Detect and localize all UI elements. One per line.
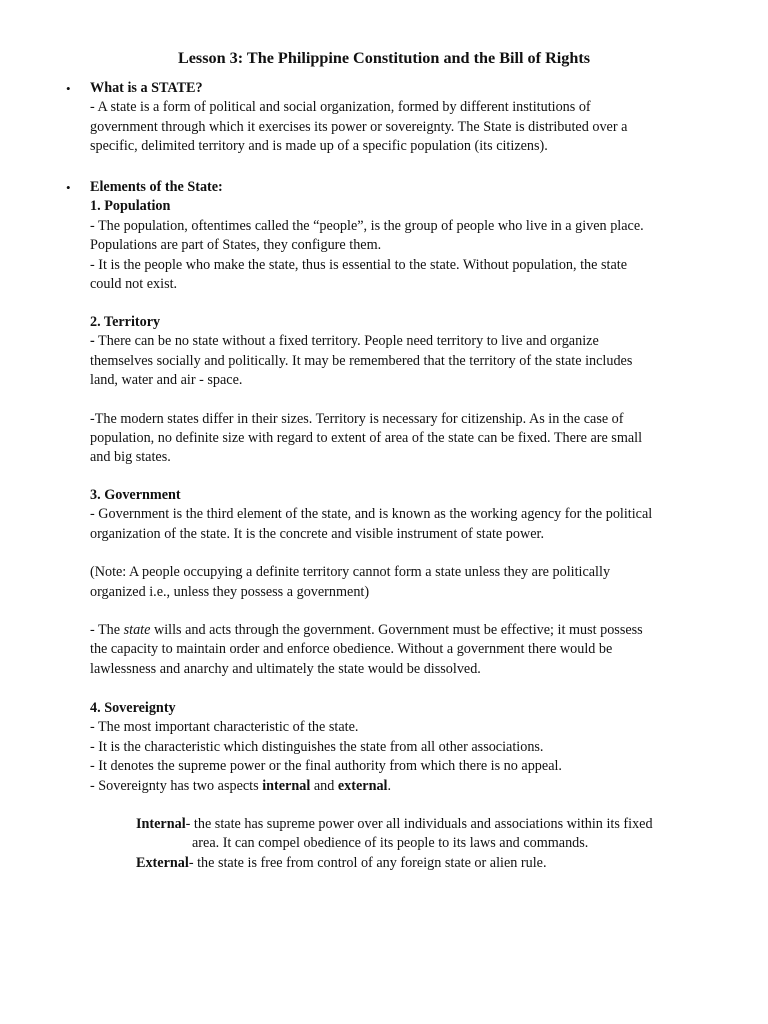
body-line: lawlessness and anarchy and ultimately the state would be dissolved. bbox=[90, 660, 481, 677]
term-external: external bbox=[337, 777, 388, 794]
body-line: population, no definite size with regard to extent of area of the state can be fixed. There are small bbox=[90, 430, 643, 447]
page-title: Lesson 3: The Philippine Constitution and the Bill of Rights bbox=[177, 49, 591, 67]
section-elements bbox=[66, 178, 730, 294]
body-line: - It denotes the supreme power or the final authority from which there is no appeal. bbox=[90, 758, 562, 775]
aspect-internal bbox=[136, 815, 736, 873]
section-what-is-state bbox=[66, 79, 730, 157]
body-line: - The population, oftentimes called the “people”, is the group of people who live in a given place. bbox=[90, 217, 644, 234]
body-line: -The modern states differ in their sizes. Territory is necessary for citizenship. As in the case of bbox=[90, 410, 624, 427]
aspect-text: - the state is free from control of any foreign state or alien rule. bbox=[188, 854, 547, 871]
emphasis-state: state bbox=[123, 622, 151, 639]
aspect-text: - the state has supreme power over all individuals and associations within its fixed bbox=[185, 816, 653, 832]
body-line: the capacity to maintain order and enforce obedience. Without a government there would be bbox=[90, 641, 613, 658]
body-line: - It is the characteristic which distinguishes the state from all other associations. bbox=[90, 738, 544, 755]
subheading-government: 3. Government bbox=[90, 487, 181, 503]
aspect-continuation: area. It can compel obedience of its people to its laws and commands. bbox=[192, 835, 589, 852]
note-line: (Note: A people occupying a definite territory cannot form a state unless they are politically bbox=[90, 564, 611, 581]
subheading-sovereignty: 4. Sovereignty bbox=[90, 700, 176, 716]
subheading-territory: 2. Territory bbox=[90, 314, 161, 330]
body-line: could not exist. bbox=[90, 276, 178, 293]
body-text: - Sovereignty has two aspects bbox=[90, 777, 263, 794]
body-line: - It is the people who make the state, thus is essential to the state. Without population, the state bbox=[90, 256, 627, 273]
body-text: - The bbox=[90, 622, 124, 639]
body-text: There can be no state without a fixed territory. People need territory to live and organize bbox=[94, 333, 599, 350]
body-line bbox=[90, 777, 730, 796]
body-line: specific, delimited territory and is made up of a specific population (its citizens). bbox=[90, 138, 548, 155]
section-heading: Elements of the State: bbox=[90, 179, 223, 195]
body-text: . bbox=[387, 777, 392, 794]
body-line: land, water and air - space. bbox=[90, 372, 243, 389]
aspect-line bbox=[136, 854, 736, 873]
bullet-icon: • bbox=[66, 81, 71, 96]
body-text: wills and acts through the government. Government must be effective; it must possess bbox=[150, 622, 643, 639]
body-line: - The most important characteristic of the state. bbox=[90, 719, 359, 736]
dash-mark: - bbox=[90, 333, 95, 350]
body-line: themselves socially and politically. It may be remembered that the territory of the state includes bbox=[90, 352, 633, 369]
section-government bbox=[90, 486, 730, 679]
body-line: government through which it exercises its power or sovereignty. The State is distributed over a bbox=[90, 118, 628, 135]
aspect-line bbox=[136, 815, 736, 834]
body-line: Populations are part of States, they configure them. bbox=[90, 237, 382, 254]
body-line bbox=[90, 332, 730, 351]
body-line bbox=[90, 621, 730, 640]
note-line: organized i.e., unless they possess a government) bbox=[90, 583, 370, 600]
aspect-label-internal: Internal bbox=[136, 816, 186, 832]
aspect-label-external: External bbox=[136, 854, 189, 871]
body-line: - A state is a form of political and social organization, formed by different institutions of bbox=[90, 99, 591, 116]
body-text: and bbox=[310, 777, 338, 794]
body-line: - Government is the third element of the state, and is known as the working agency for the political bbox=[90, 506, 653, 523]
bullet-icon: • bbox=[66, 180, 71, 195]
section-territory bbox=[90, 313, 730, 468]
subheading-population: 1. Population bbox=[90, 198, 171, 215]
section-heading: What is a STATE? bbox=[90, 80, 203, 96]
body-line: organization of the state. It is the concrete and visible instrument of state power. bbox=[90, 525, 544, 542]
section-sovereignty bbox=[90, 699, 730, 796]
term-internal: internal bbox=[262, 777, 311, 794]
body-line: and big states. bbox=[90, 449, 171, 466]
